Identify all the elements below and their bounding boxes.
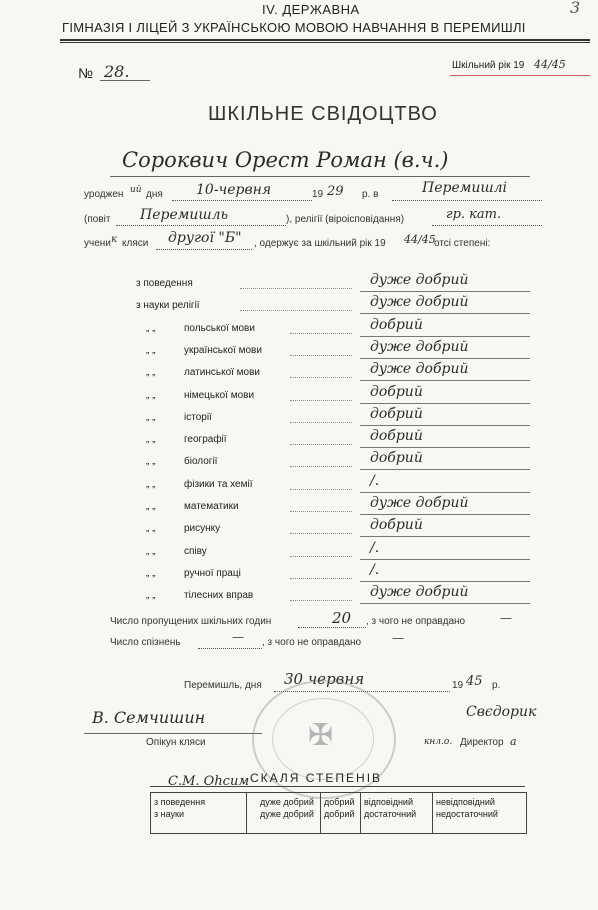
place-label: р. в	[362, 189, 379, 200]
missed-value: 20	[332, 609, 352, 627]
birth-place-dots	[392, 200, 542, 201]
subject-label: польської мови	[184, 323, 255, 334]
eagle-emblem-icon: ✠	[308, 719, 334, 752]
ditto-marks: „ „	[146, 390, 156, 401]
subject-label: біології	[184, 456, 218, 467]
number-label: №	[78, 65, 94, 81]
ditto-marks: „ „	[146, 412, 156, 423]
subject-dots	[290, 489, 352, 490]
scale-inadequate-2: недостаточний	[436, 809, 498, 819]
grade-underline	[360, 559, 530, 560]
grade-underline	[360, 536, 530, 537]
header-rule	[60, 39, 590, 41]
pupil-label: учени	[84, 238, 111, 249]
grade-underline	[360, 291, 530, 292]
grade-underline	[360, 581, 530, 582]
ditto-marks: „ „	[146, 434, 156, 445]
scale-very-good-2: дуже добрий	[260, 809, 314, 819]
subject-label: латинської мови	[184, 367, 261, 378]
unexcused-label: , з чого не оправдано	[366, 616, 466, 627]
county-dots	[116, 225, 286, 226]
grades-intro: отсі степені:	[434, 238, 491, 249]
subject-dots	[290, 355, 352, 356]
director-suffix: а	[510, 735, 517, 748]
subject-dots	[240, 310, 352, 311]
number-value: 28.	[104, 62, 130, 81]
page-title: ШКІЛЬНЕ СВІДОЦТВО	[208, 103, 438, 125]
director-label: Директор	[460, 737, 504, 748]
pupil-suffix: к	[111, 234, 117, 245]
director-signature: Свєдорик	[466, 704, 537, 720]
grade-underline	[360, 603, 530, 604]
grade-row	[0, 584, 598, 604]
grade-value: дуже добрий	[370, 339, 469, 355]
grade-value: дуже добрий	[370, 584, 469, 600]
grade-row	[0, 517, 598, 537]
header-line-2: ГІМНАЗІЯ І ЛІЦЕЙ З УКРАЇНСЬКОЮ МОВОЮ НАВЧАННЯ В ПЕРЕМИШЛІ	[62, 20, 526, 35]
number-underline	[100, 80, 150, 81]
grade-row	[0, 540, 598, 560]
scale-col-very-good	[257, 793, 321, 833]
signing-year-prefix: 19	[452, 680, 464, 691]
grade-underline	[360, 469, 530, 470]
grade-underline	[360, 514, 530, 515]
year-label: Шкільний рік 19	[452, 60, 525, 71]
subject-label: німецької мови	[184, 390, 255, 401]
grade-value: добрий	[370, 450, 423, 466]
grade-row	[0, 428, 598, 448]
grade-value: дуже добрий	[370, 361, 469, 377]
grade-underline	[360, 447, 530, 448]
grade-value: /.	[370, 562, 380, 578]
subject-label: з поведення	[136, 278, 193, 289]
school-year: 44/45	[404, 233, 436, 246]
red-underline	[450, 75, 590, 76]
subject-dots	[290, 422, 352, 423]
ditto-marks: „ „	[146, 479, 156, 490]
subject-label: історії	[184, 412, 212, 423]
header-rule-thin	[60, 42, 590, 43]
scale-col-subjects	[151, 793, 247, 833]
receives-label: , одержує за шкільний рік 19	[254, 238, 386, 249]
grade-value: добрий	[370, 428, 423, 444]
scale-adequate-1: відповідний	[364, 797, 413, 807]
missed-dots	[298, 627, 366, 628]
grade-value: добрий	[370, 384, 423, 400]
ditto-marks: „ „	[146, 546, 156, 557]
grade-value: /.	[370, 540, 380, 556]
county: Перемишль	[140, 207, 229, 223]
birth-date: 10-червня	[196, 182, 272, 198]
late-value: —	[232, 630, 244, 644]
religion-dots	[432, 225, 542, 226]
missed-label: Число пропущених шкільних годин	[110, 616, 272, 627]
place-date-label: Перемишль, дня	[184, 680, 262, 691]
scale-adequate-2: достаточний	[364, 809, 417, 819]
grade-underline	[360, 492, 530, 493]
born-label: уроджен	[84, 189, 124, 200]
subject-dots	[290, 556, 352, 557]
subject-label: географії	[184, 434, 227, 445]
grade-row	[0, 294, 598, 314]
subject-label: фізики та хемії	[184, 479, 253, 490]
century-label: 19	[312, 189, 324, 200]
subject-label: тілесних вправ	[184, 590, 254, 601]
subject-label: української мови	[184, 345, 262, 356]
grade-underline	[360, 425, 530, 426]
birth-date-dots	[172, 200, 312, 201]
guardian-signature-line	[84, 733, 262, 734]
ditto-marks: „ „	[146, 323, 156, 334]
student-name: Сороквич Орест Роман (в.ч.)	[122, 148, 449, 172]
grade-value: /.	[370, 473, 380, 489]
ditto-marks: „ „	[146, 367, 156, 378]
header-line-1: IV. ДЕРЖАВНА	[262, 2, 360, 17]
grade-scale-table	[150, 792, 527, 834]
grade-underline	[360, 358, 530, 359]
birth-place: Перемишлі	[422, 180, 508, 196]
grade-row	[0, 495, 598, 515]
subject-label: ручної праці	[184, 568, 241, 579]
signing-date: 30 червня	[284, 670, 365, 688]
unexcused-value: —	[500, 611, 512, 625]
grade-underline	[360, 403, 530, 404]
grade-value: добрий	[370, 317, 423, 333]
guardian-label: Опікун кляси	[146, 737, 206, 748]
scale-very-good-1: дуже добрий	[260, 797, 314, 807]
birth-year: 29	[327, 184, 344, 199]
guardian-signature: В. Семчишин	[92, 708, 206, 727]
year-value: 44/45	[534, 58, 566, 71]
subject-dots	[240, 288, 352, 289]
director-prefix: кнл.о.	[424, 737, 453, 747]
bottom-signature: С.М. Оһсим	[168, 774, 250, 789]
grade-underline	[360, 336, 530, 337]
scale-good-1: добрий	[324, 797, 355, 807]
name-underline	[110, 176, 530, 177]
grade-value: дуже добрий	[370, 272, 469, 288]
subject-dots	[290, 511, 352, 512]
grade-row	[0, 384, 598, 404]
subject-dots	[290, 400, 352, 401]
grade-row	[0, 406, 598, 426]
scale-good-2: добрий	[324, 809, 355, 819]
scale-inadequate-1: невідповідний	[436, 797, 495, 807]
class-value: другої "Б"	[168, 230, 242, 246]
signing-year: 45	[466, 674, 483, 689]
signing-year-suffix: р.	[492, 680, 501, 691]
religion-label: ), релігії (віроісповідання)	[286, 214, 405, 225]
subject-dots	[290, 578, 352, 579]
subject-dots	[290, 533, 352, 534]
grade-row	[0, 361, 598, 381]
grade-underline	[360, 313, 530, 314]
county-open: (повіт	[84, 214, 111, 225]
grade-row	[0, 272, 598, 292]
born-suffix: ий	[130, 185, 142, 195]
grade-underline	[360, 380, 530, 381]
grade-row	[0, 562, 598, 582]
corner-page-number: 3	[570, 0, 581, 17]
ditto-marks: „ „	[146, 345, 156, 356]
ditto-marks: „ „	[146, 590, 156, 601]
subject-dots	[290, 377, 352, 378]
late-label: Число спізнень	[110, 637, 181, 648]
grade-row	[0, 339, 598, 359]
subject-dots	[290, 444, 352, 445]
class-label: кляси	[122, 238, 149, 249]
subject-label: рисунку	[184, 523, 221, 534]
ditto-marks: „ „	[146, 523, 156, 534]
grade-row	[0, 317, 598, 337]
subject-dots	[290, 600, 352, 601]
subject-label: з науки релігії	[136, 300, 200, 311]
ditto-marks: „ „	[146, 456, 156, 467]
subject-label: математики	[184, 501, 239, 512]
ditto-marks: „ „	[146, 501, 156, 512]
grade-row	[0, 450, 598, 470]
grade-row	[0, 473, 598, 493]
ditto-marks: „ „	[146, 568, 156, 579]
religion: гр. кат.	[446, 207, 502, 222]
subject-dots	[290, 333, 352, 334]
scale-col-adequate	[361, 793, 433, 833]
late-dots	[198, 648, 262, 649]
scale-col-good	[321, 793, 361, 833]
day-label: дня	[146, 189, 163, 200]
scale-title: СКАЛЯ СТЕПЕНІВ	[250, 771, 383, 785]
class-dots	[156, 249, 252, 250]
grade-value: дуже добрий	[370, 495, 469, 511]
subject-dots	[290, 466, 352, 467]
subject-label: співу	[184, 546, 207, 557]
scale-row-conduct: з поведення	[154, 797, 206, 807]
late-unexcused-value: —	[392, 631, 404, 645]
scale-col-inadequate	[433, 793, 525, 833]
late-unexcused-label: , з чого не оправдано	[262, 637, 362, 648]
grade-value: добрий	[370, 406, 423, 422]
scale-row-studies: з науки	[154, 809, 184, 819]
grade-value: добрий	[370, 517, 423, 533]
grade-value: дуже добрий	[370, 294, 469, 310]
